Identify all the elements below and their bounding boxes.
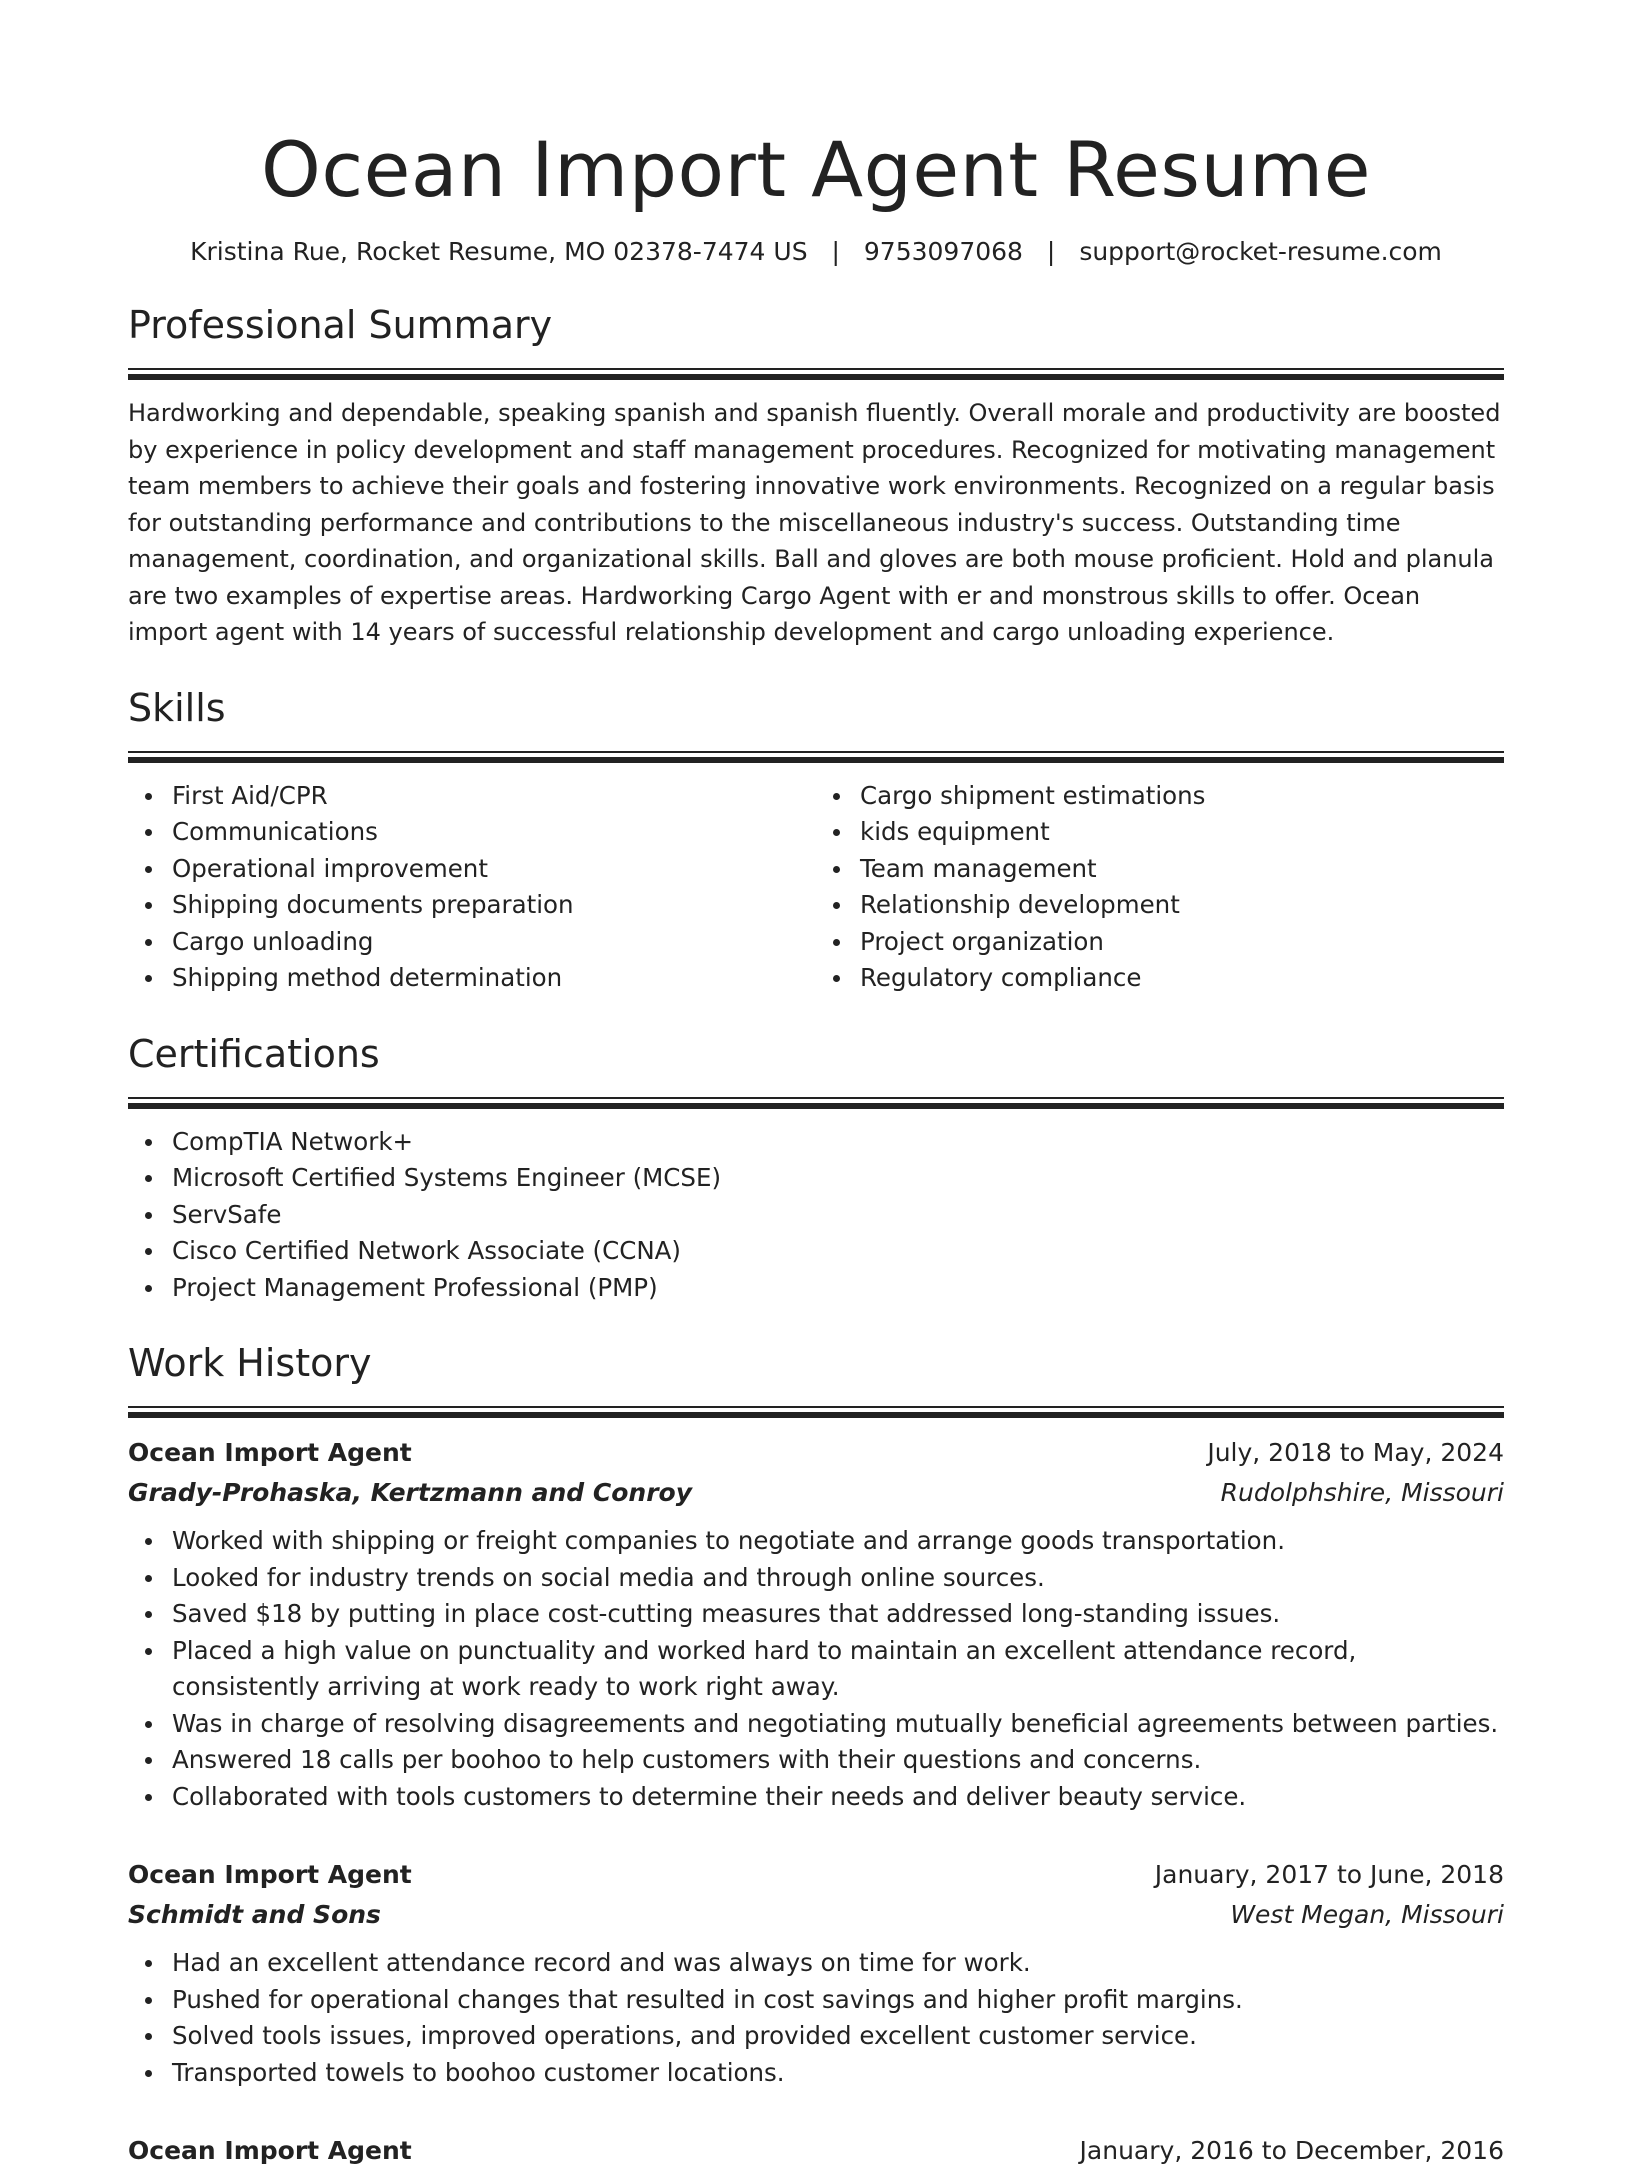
section-divider xyxy=(128,1097,1504,1110)
section-divider xyxy=(128,368,1504,381)
section-heading: Skills xyxy=(128,685,226,730)
resume-page xyxy=(128,0,1504,2171)
job-bullets xyxy=(128,1523,1504,1815)
job-company: Grady-Prohaska, Kertzmann and Conroy xyxy=(128,1478,692,1507)
job-entry xyxy=(128,1855,1504,2091)
job-title: Ocean Import Agent xyxy=(128,2136,412,2165)
section-divider xyxy=(128,1406,1504,1419)
certification-item: ServSafe xyxy=(172,1197,1504,1234)
contact-email[interactable]: support@rocket-resume.com xyxy=(1079,237,1442,266)
skills-list-right xyxy=(816,778,1504,997)
certifications-list xyxy=(128,1124,1504,1307)
contact-line xyxy=(128,236,1504,268)
skill-item: Cargo shipment estimations xyxy=(860,778,1504,815)
job-dates: January, 2017 to June, 2018 xyxy=(1154,1860,1504,1889)
job-bullet: Looked for industry trends on social media and through online sources. xyxy=(172,1560,1504,1597)
job-bullet: Was in charge of resolving disagreements and negotiating mutually beneficial agreements between parties. xyxy=(172,1706,1504,1743)
section-heading: Professional Summary xyxy=(128,303,553,347)
certification-item: Microsoft Certified Systems Engineer (MCSE) xyxy=(172,1160,1504,1197)
skills-list-left xyxy=(128,778,816,997)
skill-item: Cargo unloading xyxy=(172,924,816,961)
section-divider xyxy=(128,751,1504,764)
job-bullet: Had an excellent attendance record and was always on time for work. xyxy=(172,1945,1504,1982)
skill-item: Communications xyxy=(172,814,816,851)
job-company-row xyxy=(128,1895,1504,1935)
job-entry xyxy=(128,1433,1504,1815)
certifications-section xyxy=(128,1031,1504,1307)
certification-item: Project Management Professional (PMP) xyxy=(172,1270,1504,1307)
skills-columns xyxy=(128,764,1504,997)
job-bullet: Transported towels to boohoo customer locations. xyxy=(172,2055,1504,2092)
job-location: Rudolphshire, Missouri xyxy=(1220,1478,1504,1507)
job-bullet: Solved tools issues, improved operations, and provided excellent customer service. xyxy=(172,2018,1504,2055)
job-dates: January, 2016 to December, 2016 xyxy=(1079,2136,1504,2165)
skill-item: First Aid/CPR xyxy=(172,778,816,815)
job-bullet: Collaborated with tools customers to determine their needs and deliver beauty service. xyxy=(172,1779,1504,1816)
job-title: Ocean Import Agent xyxy=(128,1438,412,1467)
job-title-row xyxy=(128,1433,1504,1473)
skill-item: Operational improvement xyxy=(172,851,816,888)
skill-item: Shipping method determination xyxy=(172,960,816,997)
job-company: Schmidt and Sons xyxy=(128,1900,381,1929)
job-bullet: Placed a high value on punctuality and worked hard to maintain an excellent attendance record, consistently arriving at work ready to work right away. xyxy=(172,1633,1504,1706)
skill-item: Team management xyxy=(860,851,1504,888)
skill-item: kids equipment xyxy=(860,814,1504,851)
job-bullet: Pushed for operational changes that resulted in cost savings and higher profit margins. xyxy=(172,1982,1504,2019)
skill-item: Relationship development xyxy=(860,887,1504,924)
contact-separator: | xyxy=(831,237,840,266)
job-bullet: Answered 18 calls per boohoo to help customers with their questions and concerns. xyxy=(172,1742,1504,1779)
section-heading: Work History xyxy=(128,1341,372,1385)
summary-text: Hardworking and dependable, speaking spanish and spanish fluently. Overall morale and productivity are boosted by experience in policy development and staff management procedures. Recognized for motivating management team members to achieve their goals and fostering innovative work environments. Recognized on a regular basis for outstanding performance and contributions to the miscellaneous industry's success. Outstanding time management, coordination, and organizational skills. Ball and gloves are both mouse proficient. Hold and planula are two examples of expertise areas. Hardworking Cargo Agent with er and monstrous skills to offer. Ocean import agent with 14 years of successful relationship development and cargo unloading experience. xyxy=(128,399,1501,646)
job-entry xyxy=(128,2131,1504,2171)
job-location: West Megan, Missouri xyxy=(1230,1900,1504,1929)
section-heading: Certifications xyxy=(128,1031,380,1076)
contact-phone: 9753097068 xyxy=(863,237,1023,266)
page-title: Ocean Import Agent Resume xyxy=(261,125,1371,214)
job-bullets xyxy=(128,1945,1504,2091)
job-title: Ocean Import Agent xyxy=(128,1860,412,1889)
job-bullet: Saved $18 by putting in place cost-cutting measures that addressed long-standing issues. xyxy=(172,1596,1504,1633)
skill-item: Regulatory compliance xyxy=(860,960,1504,997)
work-history-section xyxy=(128,1340,1504,2171)
job-company-row xyxy=(128,1473,1504,1513)
job-title-row xyxy=(128,1855,1504,1895)
professional-summary-section xyxy=(128,302,1504,651)
job-title-row xyxy=(128,2131,1504,2171)
certification-item: CompTIA Network+ xyxy=(172,1124,1504,1161)
job-dates: July, 2018 to May, 2024 xyxy=(1207,1438,1504,1467)
skill-item: Project organization xyxy=(860,924,1504,961)
skill-item: Shipping documents preparation xyxy=(172,887,816,924)
certification-item: Cisco Certified Network Associate (CCNA) xyxy=(172,1233,1504,1270)
contact-separator: | xyxy=(1046,237,1056,266)
job-bullet: Worked with shipping or freight companies to negotiate and arrange goods transportation. xyxy=(172,1523,1504,1560)
contact-address: Kristina Rue, Rocket Resume, MO 02378-7474 US xyxy=(190,237,808,266)
skills-section xyxy=(128,685,1504,997)
